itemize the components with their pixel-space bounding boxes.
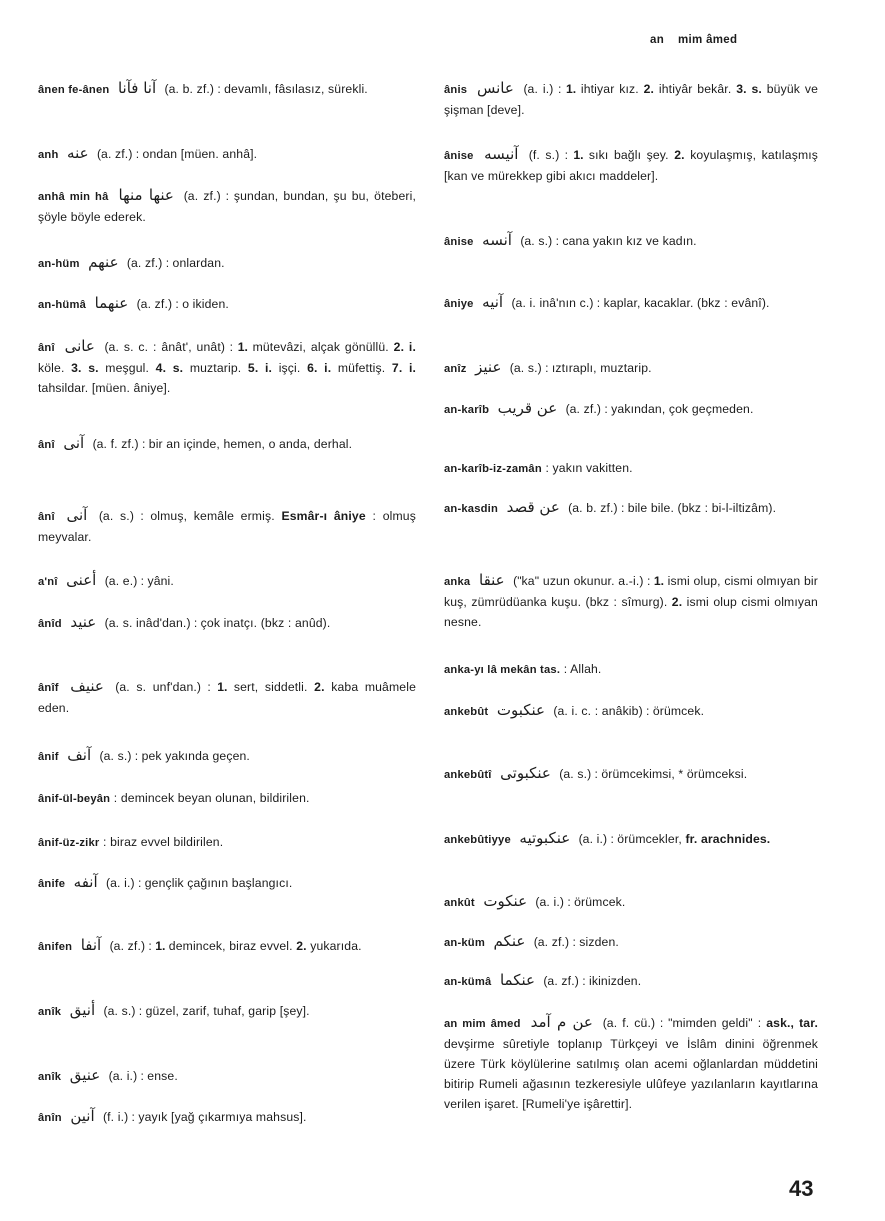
headword: an-hümâ [38,299,87,311]
definition-text: sert, siddetli. [233,680,308,694]
dictionary-entry [38,185,416,227]
headword: ankebûtiyye [444,834,511,846]
sense-marker: 2. [314,680,325,694]
dictionary-entry [38,78,416,100]
arabic-script: عنيز [475,358,502,376]
dictionary-entry [444,700,818,722]
arabic-script: عانى [64,337,95,355]
definition-text: işçi. [278,361,301,375]
definition-text: köle. [38,361,65,375]
sense-marker: 1. [217,680,228,694]
sense-marker: 1. [237,340,248,354]
dictionary-entry [38,612,416,634]
dictionary-entry [38,1000,416,1022]
sense-marker: 4. s. [155,361,184,375]
sense-marker: 2. i. [393,340,417,354]
definition-text: müfettiş. [337,361,386,375]
dictionary-entry [38,788,416,809]
arabic-script: آنف [67,746,92,764]
dictionary-entry [38,252,416,274]
dictionary-entry [444,497,818,519]
definition-text: (a. i. c. : anâkib) : örümcek. [553,704,705,718]
headword: an-küm [444,937,485,949]
headword: anka-yı lâ mekân tas. [444,664,561,676]
headword: ânife [38,878,66,890]
definition-text: (a. s.) : cana yakın kız ve kadın. [520,234,697,248]
running-head-first-word: an [650,34,665,46]
headword: ânî [38,511,55,523]
definition-text: : olmuş meyvalar. [38,509,416,544]
headword: an-kasdin [444,503,499,515]
headword: an-hüm [38,258,80,270]
arabic-script: آنسه [482,231,512,249]
definition-text: : biraz evvel bildirilen. [103,835,224,849]
dictionary-entry [444,1012,818,1114]
headword: ankebûtî [444,769,492,781]
dictionary-entry [444,144,818,186]
sense-marker: 1. [573,148,584,162]
arabic-script: آنى [63,434,85,452]
sense-marker: 3. s. [71,361,99,375]
headword: ânî [38,439,55,451]
arabic-script: عنكبوتيه [519,829,571,847]
definition-text: kaba muâmele eden. [38,680,417,715]
headword: an-kümâ [444,976,492,988]
definition-text: ihtiyâr bekâr. [658,82,732,96]
arabic-script: آنين [70,1107,95,1125]
definition-text: (a. zf.) : o ikiden. [136,297,229,311]
sense-marker: fr. arachnides. [685,832,771,846]
arabic-script: عنقا [479,571,505,589]
dictionary-entry [444,570,818,632]
dictionary-entry [38,832,416,853]
headword: âniye [444,298,474,310]
arabic-script: عن م آمد [530,1013,593,1031]
dictionary-entry [444,763,818,785]
dictionary-entry [38,505,416,547]
sense-marker: Esmâr-ı âniye [281,509,366,523]
definition-text: (a. zf.) : ikinizden. [543,974,642,988]
arabic-script: عنكبوت [496,701,546,719]
arabic-script: آنيه [482,293,504,311]
headword: a'nî [38,576,58,588]
definition-text: koyulaşmış, katılaşmış [kan ve mürekkep gibi akıcı maddeler]. [444,148,819,183]
arabic-script: عانس [477,79,514,97]
arabic-script: عنكبوتى [500,764,551,782]
dictionary-entry [444,357,818,379]
definition-text: (a. zf.) : ondan [müen. anhâ]. [96,147,258,161]
sense-marker: 1. [653,574,665,588]
headword: anîz [444,363,467,375]
headword: ânise [444,236,474,248]
arabic-script: عنكم [493,932,526,950]
definition-text: ismi olup, cismi olmıyan bir kuş, zümrüdüanka kuşu. (bkz : sîmurg). [444,574,818,609]
dictionary-entry [38,336,416,398]
dictionary-entry [444,970,818,992]
headword: ankebût [444,706,489,718]
arabic-script: آنيسه [484,145,519,163]
definition-text: (a. f. cü.) : "mimden geldi" : [602,1016,762,1030]
headword: ânîn [38,1112,62,1124]
definition-text: : demincek beyan olunan, bildirilen. [113,791,310,805]
definition-text: (a. b. zf.) : devamlı, fâsılasız, sürekli. [164,82,368,96]
sense-marker: 2. [643,82,655,96]
definition-text: sıkı bağlı şey. [588,148,669,162]
sense-marker: 2. [674,148,685,162]
headword: anîk [38,1071,62,1083]
definition-text: (a. s. inâd'dan.) : çok inatçı. (bkz : anûd). [104,616,331,630]
definition-text: (a. zf.) : onlardan. [126,256,225,270]
dictionary-entry [444,398,818,420]
sense-marker: 1. [155,939,166,953]
headword: anh [38,149,59,161]
definition-text: (a. zf.) : yakından, çok geçmeden. [565,402,754,416]
definition-text: büyük ve şişman [deve]. [444,82,819,117]
definition-text: (a. s.) : güzel, zarif, tuhaf, garip [şey]. [103,1004,310,1018]
headword: ânif [38,751,59,763]
dictionary-entry [444,78,818,120]
arabic-script: أعنى [66,571,97,589]
definition-text: : Allah. [563,662,602,676]
sense-marker: 3. s. [736,82,762,96]
definition-text: (a. s.) : örümcekimsi, * örümceksi. [559,767,748,781]
headword: ânise [444,150,474,162]
dictionary-entry [444,458,818,479]
dictionary-entry [444,292,818,314]
page-number: 43 [789,1176,814,1201]
headword: an-karîb-iz-zamân [444,463,542,475]
dictionary-entry [444,230,818,252]
definition-text: mütevâzi, alçak gönüllü. [252,340,389,354]
dictionary-entry [444,828,818,850]
definition-text: tahsildar. [müen. âniye]. [38,381,171,395]
dictionary-entry [38,676,416,718]
definition-text: yukarıda. [310,939,362,953]
definition-text: (a. i. inâ'nın c.) : kaplar, kacaklar. (bkz : evânî). [511,296,770,310]
arabic-script: آنى [66,506,88,524]
definition-text: ihtiyar kız. [580,82,639,96]
sense-marker: 1. [566,82,577,96]
definition-text: (f. i.) : yayık [yağ çıkarmıya mahsus]. [103,1110,307,1124]
headword: ânif-üz-zikr [38,837,100,849]
headword: an-karîb [444,404,490,416]
definition-text: (a. s. c. : ânât', unât) : [104,340,234,354]
definition-text: (a. s.) : ıztıraplı, muztarip. [509,361,652,375]
headword: ânen fe-ânen [38,84,110,96]
definition-text: ("ka" uzun okunur. a.-i.) : [513,574,651,588]
arabic-script: عنها منها [118,186,174,204]
sense-marker: 2. [671,595,683,609]
arabic-script: عنهما [94,294,129,312]
dictionary-entry [38,570,416,592]
headword: ankût [444,897,475,909]
dictionary-entry [38,143,416,165]
dictionary-entry [38,872,416,894]
definition-text: (a. s. unf'dan.) : [115,680,211,694]
definition-text: (a. zf.) : sizden. [533,935,619,949]
headword: ânî [38,342,55,354]
definition-text: (a. s.) : olmuş, kemâle ermiş. [98,509,275,523]
headword: ânîf [38,682,59,694]
definition-text: (f. s.) : [528,148,568,162]
arabic-script: عن قصد [506,498,560,516]
definition-text: (a. s.) : pek yakında geçen. [99,749,250,763]
dictionary-entry [444,931,818,953]
sense-marker: ask., tar. [766,1016,818,1030]
headword: ânifen [38,941,73,953]
arabic-script: آنفه [73,873,98,891]
definition-text: : yakın vakitten. [545,461,633,475]
running-head [650,34,870,46]
arabic-script: عنيد [70,613,97,631]
definition-text: (a. b. zf.) : bile bile. (bkz : bi-l-iltizâm). [568,501,777,515]
arabic-script: عنه [67,144,89,162]
definition-text: devşirme sûretiyle toplanıp Türkçeyi ve İslâm dinini öğrenmek üzere Türk köylülerine satılmış olan acemi oğlanlardan müddetini bitirip Rumeli ağasının tezkeresiyle ulûfeye yazılanların kayıtlarına verilen işaret. [Rumeli'ye işârettir]. [444,1037,818,1111]
headword: ânîd [38,618,62,630]
definition-text: (a. i.) : ense. [108,1069,178,1083]
arabic-script: عن قريب [497,399,558,417]
arabic-script: آنفا [80,936,102,954]
headword: ânif-ül-beyân [38,793,111,805]
definition-text: (a. i.) : örümcekler, [578,832,682,846]
arabic-script: عنكما [499,971,535,989]
definition-text: (a. zf.) : şundan, bundan, şu bu, öteberi, şöyle böyle ederek. [38,189,416,224]
definition-text: (a. e.) : yâni. [104,574,174,588]
definition-text: muztarip. [189,361,242,375]
dictionary-entry [38,293,416,315]
sense-marker: 6. i. [307,361,332,375]
dictionary-entry [38,745,416,767]
arabic-script: عنكوت [483,892,528,910]
dictionary-entry [38,935,416,957]
definition-text: (a. i.) : [523,82,562,96]
headword: anîk [38,1006,62,1018]
arabic-script: عنهم [88,253,119,271]
definition-text: meşgul. [105,361,150,375]
dictionary-entry [38,433,416,455]
headword: an mim âmed [444,1018,521,1030]
sense-marker: 2. [296,939,307,953]
headword: anka [444,576,471,588]
definition-text: demincek, biraz evvel. [168,939,293,953]
definition-text: (a. f. zf.) : bir an içinde, hemen, o anda, derhal. [92,437,353,451]
definition-text: (a. i.) : örümcek. [535,895,626,909]
headword: ânis [444,84,468,96]
dictionary-entry [38,1065,416,1087]
dictionary-entry [444,891,818,913]
dictionary-entry [38,1106,416,1128]
arabic-script: عنيق [69,1066,101,1084]
sense-marker: 7. i. [391,361,417,375]
sense-marker: 5. i. [247,361,273,375]
headword: anhâ min hâ [38,191,109,203]
arabic-script: آنا فآنا [117,79,157,97]
arabic-script: أنيق [69,1001,96,1019]
running-head-last-word: mim âmed [678,34,738,46]
definition-text: ismi olup cismi olmıyan nesne. [444,595,818,629]
dictionary-entry [444,659,818,680]
definition-text: (a. zf.) : [109,939,152,953]
arabic-script: عنيف [70,677,104,695]
definition-text: (a. i.) : gençlik çağının başlangıcı. [106,876,293,890]
